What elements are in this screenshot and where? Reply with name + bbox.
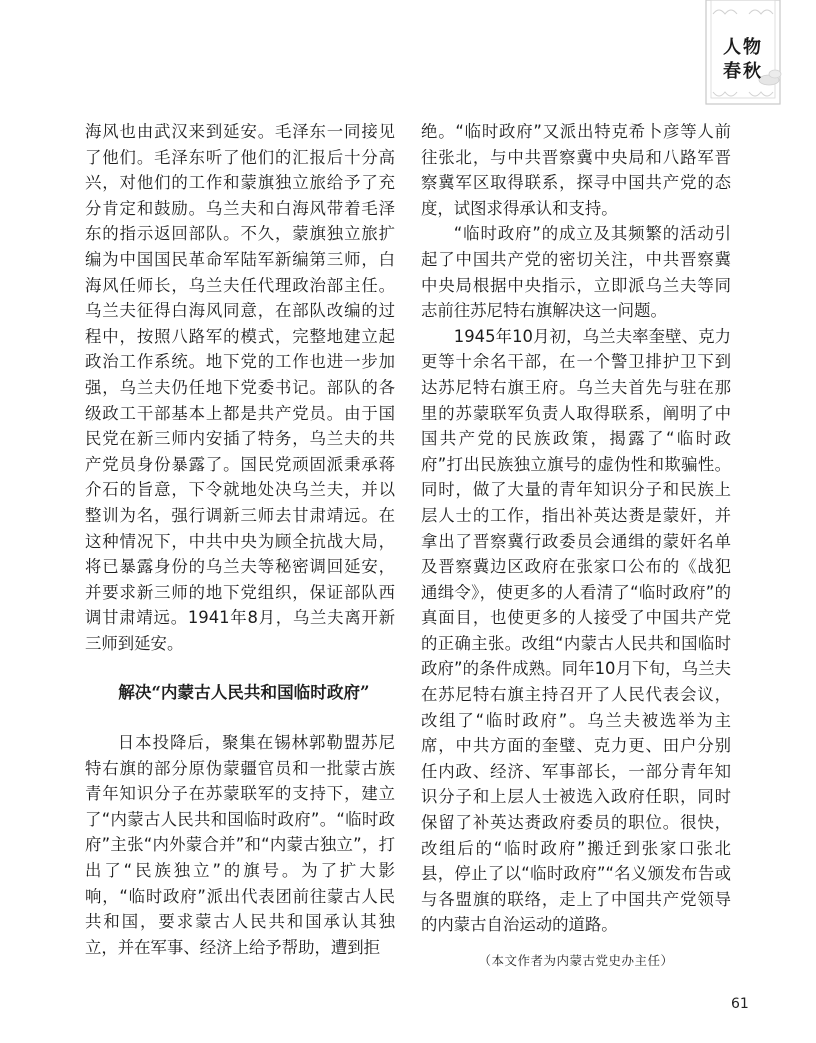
section-heading: 解决“内蒙古人民共和国临时政府” bbox=[118, 682, 370, 703]
body-paragraph: 海风也由武汉来到延安。毛泽东一同接见了他们。毛泽东听了他们的汇报后十分高兴，对他们的工作和蒙旗独立旅给予了充分肯定和鼓励。乌兰夫和白海风带着毛泽东的指示返回部队。不久，蒙旗独立旅扩编为中国国民革命军陆军新编第三师，白海风任师长，乌兰夫任代理政治部主任。乌兰夫征得白海风同意，在部队改编的过程中，按照八路军的模式，完整地建立起政治工作系统。地下党的工作也进一步加强，乌兰夫仍任地下党委书记。部队的各级政工干部基本上都是共产党员。由于国民党在新三师内安插了特务，乌兰夫的共产党员身份暴露了。国民党顽固派秉承蒋介石的旨意，下令就地处决乌兰夫，并以整训为名，强行调新三师去甘肃靖远。在这种情况下，中共中央为顾全抗战大局，将已暴露身份的乌兰夫等秘密调回延安，并要求新三师的地下党组织，保证部队西调甘肃靖远。1941年8月，乌兰夫离开新三师到延安。 bbox=[85, 122, 395, 653]
left-column bbox=[85, 119, 395, 960]
right-column bbox=[421, 119, 731, 974]
body-paragraph: “临时政府”的成立及其频繁的活动引起了中国共产党的密切关注，中共晋察冀中央局根据中央指示，立即派乌兰夫等同志前往苏尼特右旗解决这一问题。 bbox=[421, 224, 731, 321]
section-emblem bbox=[703, 0, 783, 112]
body-paragraph: 1945年10月初，乌兰夫率奎壁、克力更等十余名干部，在一个警卫排护卫下到达苏尼特右旗王府。乌兰夫首先与驻在那里的苏蒙联军负责人取得联系，阐明了中国共产党的民族政策，揭露了“临时政府”打出民族独立旗号的虚伪性和欺骗性。同时，做了大量的青年知识分子和民族上层人士的工作，指出补英达赉是蒙奸，并拿出了晋察冀行政委员会通缉的蒙奸名单及晋察冀边区政府在张家口公布的《战犯通缉令》，使更多的人看清了“临时政府”的真面目，也使更多的人接受了中国共产党的正确主张。改组“内蒙古人民共和国临时政府”的条件成熟。同年10月下旬，乌兰夫在苏尼特右旗主持召开了人民代表会议，改组了“临时政府”。乌兰夫被选举为主席，中共方面的奎璧、克力更、田户分别任内政、经济、军事部长，一部分青年知识分子和上层人士被选入政府任职，同时保留了补英达赉政府委员的职位。很快，改组后的“临时政府”搬迁到张家口张北县，停止了以“临时政府”“名义颁发布告或与各盟旗的联络，走上了中国共产党领导的内蒙古自治运动的道路。 bbox=[421, 326, 731, 935]
page-number: 61 bbox=[731, 996, 749, 1012]
body-paragraph: 日本投降后，聚集在锡林郭勒盟苏尼特右旗的部分原伪蒙疆官员和一批蒙古族青年知识分子在苏蒙联军的支持下，建立了“内蒙古人民共和国临时政府”。“临时政府”主张“内外蒙合并”和“内蒙古独立”，打出了“民族独立”的旗号。为了扩大影响，“临时政府”派出代表团前往蒙古人民共和国，要求蒙古人民共和国承认其独立，并在军事、经济上给予帮助，遭到拒 bbox=[85, 733, 395, 957]
body-paragraph: 绝。“临时政府”又派出特克希卜彦等人前往张北，与中共晋察冀中央局和八路军晋察冀军区取得联系，探寻中国共产党的态度，试图求得承认和支持。 bbox=[421, 122, 731, 218]
author-note: （本文作者为内蒙古党史办主任） bbox=[478, 953, 674, 968]
section-label-line1: 人物 bbox=[723, 37, 763, 58]
section-label-line2: 春秋 bbox=[723, 61, 763, 82]
